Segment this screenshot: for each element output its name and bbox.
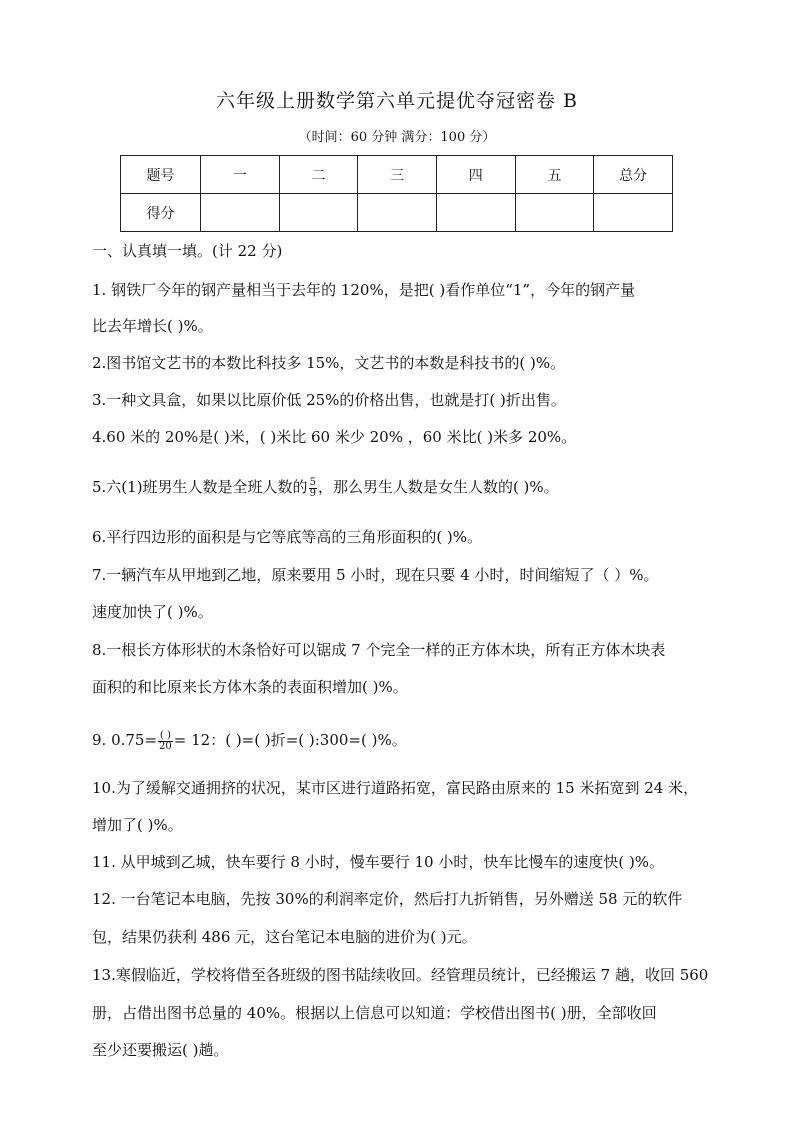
fraction-denominator: 9	[309, 487, 316, 499]
score-header-cell: 四	[436, 156, 515, 194]
fraction-blank-over-twenty	[158, 731, 173, 752]
fraction-denominator: 20	[159, 740, 172, 752]
section-heading: 一、认真填一填。(计 22 分)	[92, 242, 283, 260]
score-cell-total[interactable]	[594, 194, 673, 232]
question-4: 4.60 米的 20%是( )米，( )米比 60 米少 20% ，60 米比( )米多 20%。	[92, 428, 577, 446]
score-header-cell: 二	[279, 156, 358, 194]
question-7-line-2: 速度加快了( )%。	[92, 603, 213, 621]
score-header-cell: 三	[358, 156, 437, 194]
score-table	[120, 155, 673, 232]
question-10-line-1: 10.为了缓解交通拥挤的状况，某市区进行道路拓宽，富民路由原来的 15 米拓宽到 24 米，	[92, 779, 699, 797]
question-9-text-start: 9. 0.75=	[92, 731, 158, 749]
question-1-line-1: 1. 钢铁厂今年的钢产量相当于去年的 120%，是把( )看作单位“1”，今年的钢产量	[92, 281, 636, 299]
question-5	[92, 477, 712, 499]
question-1-line-2: 比去年增长( )%。	[92, 317, 213, 335]
exam-info: （时间：60 分钟 满分：100 分）	[298, 130, 496, 145]
question-9-text-end: = 12：( )=( )折=( ):300=( )%。	[173, 731, 407, 749]
score-header-cell: 五	[515, 156, 594, 194]
score-cell[interactable]	[515, 194, 594, 232]
score-cell[interactable]	[436, 194, 515, 232]
score-cell[interactable]	[279, 194, 358, 232]
question-3: 3.一种文具盒，如果以比原价低 25%的价格出售，也就是打( )折出售。	[92, 391, 566, 409]
question-7-line-1: 7.一辆汽车从甲地到乙地，原来要用 5 小时，现在只要 4 小时，时间缩短了（ ）%。	[92, 566, 659, 584]
score-header-total: 总分	[594, 156, 673, 194]
fraction-numerator: 5	[309, 476, 316, 488]
score-table-header-row	[121, 156, 673, 194]
score-cell[interactable]	[201, 194, 280, 232]
question-13-line-2: 册，占借出图书总量的 40%。根据以上信息可以知道：学校借出图书( )册，全部收回	[92, 1004, 657, 1022]
question-13-line-1: 13.寒假临近，学校将借至各班级的图书陆续收回。经管理员统计，已经搬运 7 趟，收回 560	[92, 966, 709, 984]
question-12-line-2: 包，结果仍获利 486 元，这台笔记本电脑的进价为( )元。	[92, 928, 477, 946]
score-cell[interactable]	[358, 194, 437, 232]
question-12-line-1: 12. 一台笔记本电脑，先按 30%的利润率定价，然后打九折销售，另外赠送 58 元的软件	[92, 890, 683, 908]
question-13-line-3: 至少还要搬运( )趟。	[92, 1041, 229, 1059]
score-row-label: 得分	[121, 194, 201, 232]
question-11: 11. 从甲城到乙城，快车要行 8 小时，慢车要行 10 小时，快车比慢车的速度快( )%。	[92, 853, 665, 871]
question-8-line-2: 面积的和比原来长方体木条的表面积增加( )%。	[92, 678, 408, 696]
score-header-label: 题号	[121, 156, 201, 194]
question-5-text-end: ，那么男生人数是女生人数的( )%。	[317, 478, 559, 496]
page-title: 六年级上册数学第六单元提优夺冠密卷 B	[215, 90, 578, 112]
question-6: 6.平行四边形的面积是与它等底等高的三角形面积的( )%。	[92, 528, 483, 546]
question-10-line-2: 增加了( )%。	[92, 816, 183, 834]
question-2: 2.图书馆文艺书的本数比科技多 15%，文艺书的本数是科技书的( )%。	[92, 354, 566, 372]
score-header-cell: 一	[201, 156, 280, 194]
question-5-text-start: 5.六(1)班男生人数是全班人数的	[92, 478, 308, 496]
question-8-line-1: 8.一根长方体形状的木条恰好可以锯成 7 个完全一样的正方体木块，所有正方体木块表	[92, 641, 666, 659]
fraction-five-ninths	[309, 478, 317, 499]
score-table-score-row	[121, 194, 673, 232]
fraction-numerator: ( )	[159, 729, 171, 741]
question-9	[92, 730, 712, 752]
